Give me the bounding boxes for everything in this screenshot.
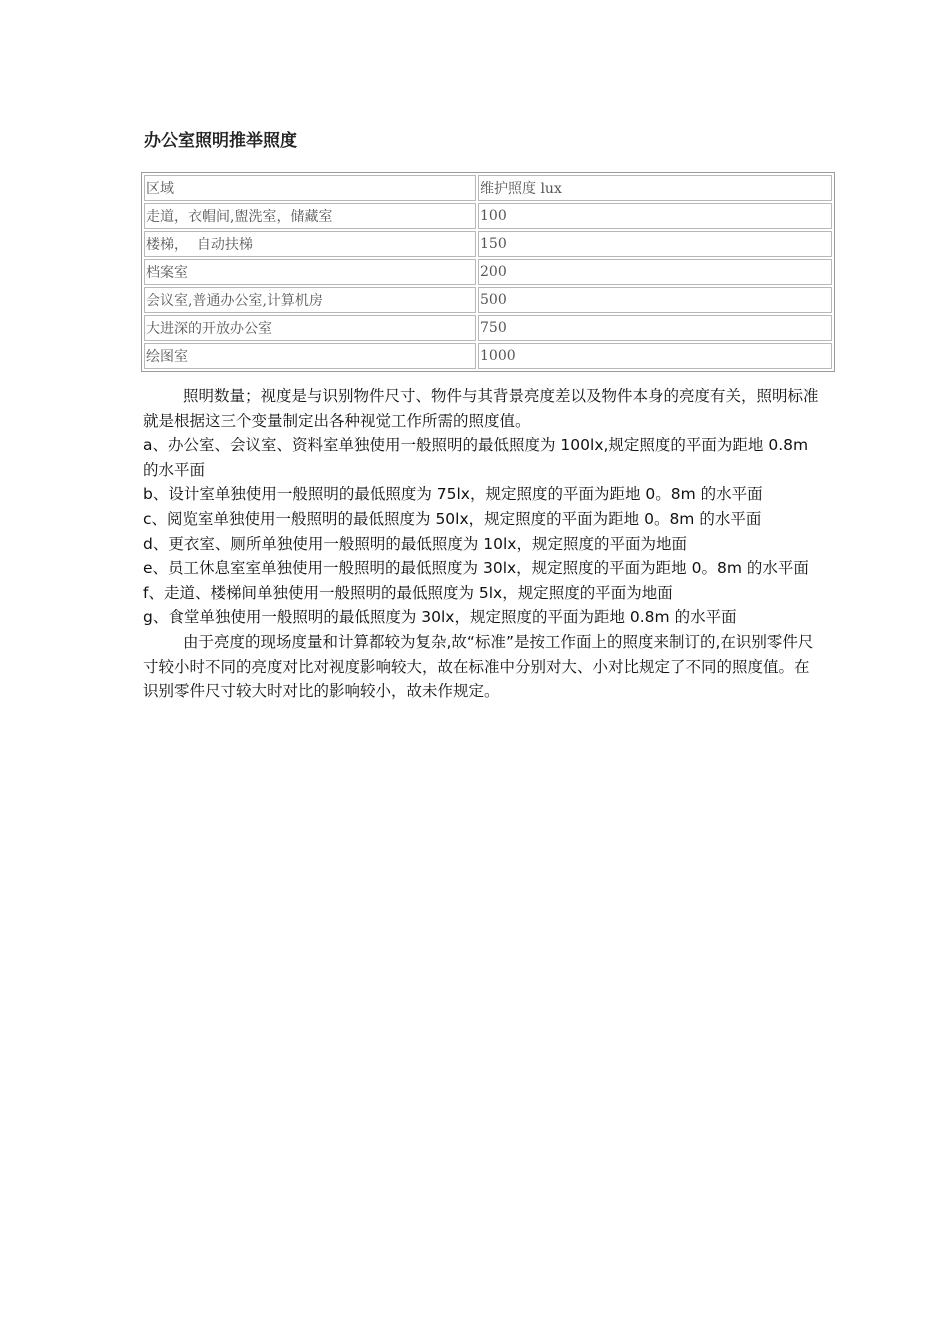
table-cell-lux: 150	[478, 231, 832, 257]
document-title: 办公室照明推举照度	[144, 131, 297, 151]
table-header-lux: 维护照度 lux	[478, 175, 832, 201]
table-header-area: 区域	[144, 175, 476, 201]
list-item: c、阅览室单独使用一般照明的最低照度为 50lx，规定照度的平面为距地 0。8m 的水平面	[143, 509, 762, 528]
list-item: b、设计室单独使用一般照明的最低照度为 75lx，规定照度的平面为距地 0。8m 的水平面	[143, 485, 763, 504]
table-row	[144, 287, 832, 313]
table-cell-lux: 500	[478, 287, 832, 313]
table-row	[144, 259, 832, 285]
illuminance-table	[141, 172, 835, 372]
closing-paragraph: 由于亮度的现场度量和计算都较为复杂,故“标准”是按工作面上的照度来制订的,在识别零件尺寸较小时不同的亮度对比对视度影响较大，故在标准中分别对大、小对比规定了不同的照度值。在识别零件尺寸较大时对比的影响较小，故未作规定。	[143, 632, 814, 701]
table-cell-lux: 100	[478, 203, 832, 229]
intro-paragraph: 照明数量；视度是与识别物件尺寸、物件与其背景亮度差以及物件本身的亮度有关，照明标准就是根据这三个变量制定出各种视觉工作所需的照度值。	[143, 387, 819, 430]
table-cell-area: 会议室,普通办公室,计算机房	[144, 287, 476, 313]
list-item: e、员工休息室室单独使用一般照明的最低照度为 30lx，规定照度的平面为距地 0。8m 的水平面	[143, 559, 809, 578]
list-item: f、走道、楼梯间单独使用一般照明的最低照度为 5lx，规定照度的平面为地面	[143, 583, 673, 602]
table-cell-area: 档案室	[144, 259, 476, 285]
list-item: g、食堂单独使用一般照明的最低照度为 30lx，规定照度的平面为距地 0.8m 的水平面	[143, 608, 737, 627]
body-text	[143, 384, 819, 704]
list-item: d、更衣室、厕所单独使用一般照明的最低照度为 10lx，规定照度的平面为地面	[143, 534, 687, 553]
table-header-row	[144, 175, 832, 201]
table-cell-lux: 200	[478, 259, 832, 285]
table-cell-area: 绘图室	[144, 343, 476, 369]
table-row	[144, 315, 832, 341]
table-cell-area: 楼梯， 自动扶梯	[144, 231, 476, 257]
table-cell-lux: 750	[478, 315, 832, 341]
table-cell-area: 大进深的开放办公室	[144, 315, 476, 341]
table-cell-area: 走道，衣帽间,盥洗室，储藏室	[144, 203, 476, 229]
table-row	[144, 343, 832, 369]
table-row	[144, 203, 832, 229]
list-item: a、办公室、会议室、资料室单独使用一般照明的最低照度为 100lx,规定照度的平面为距地 0.8m 的水平面	[143, 436, 809, 479]
table-row	[144, 231, 832, 257]
table-cell-lux: 1000	[478, 343, 832, 369]
